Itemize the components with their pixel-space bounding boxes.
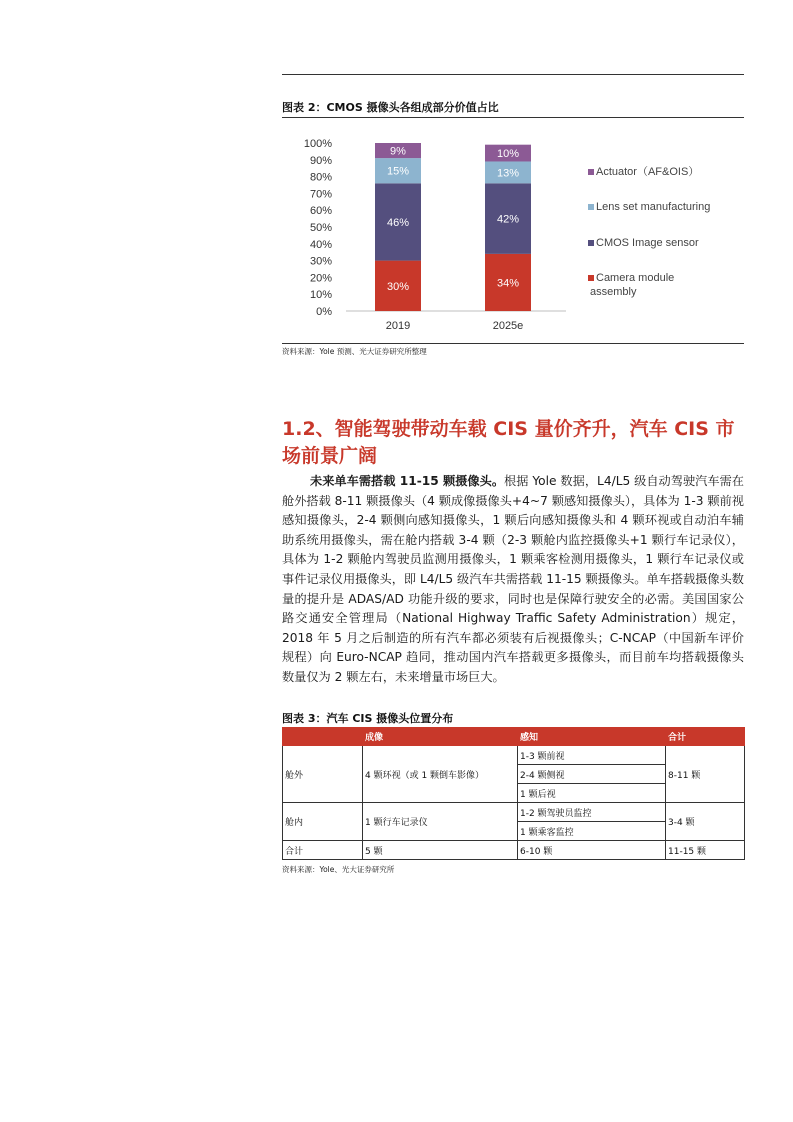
row-label-interior: 舱内 xyxy=(283,803,363,841)
legend-label: CMOS Image sensor xyxy=(596,237,699,249)
chart-svg xyxy=(282,122,744,340)
header-imaging: 成像 xyxy=(363,728,518,746)
legend-swatch xyxy=(588,275,594,281)
y-tick-label: 60% xyxy=(309,205,332,218)
paragraph-lead: 未来单车需搭载 11-15 颗摄像头。 xyxy=(310,474,505,488)
figure2-source: 资料来源：Yole 预测、光大证券研究所整理 xyxy=(282,347,427,356)
y-tick-label: 90% xyxy=(309,154,332,167)
sum-total: 11-15 颗 xyxy=(666,841,745,860)
data-label: 15% xyxy=(386,165,410,178)
legend-label: Lens set manufacturing xyxy=(596,201,711,213)
y-tick-label: 30% xyxy=(309,255,332,268)
legend-label: Camera module assembly xyxy=(590,272,675,298)
table-row xyxy=(283,746,745,765)
row-label-exterior: 舱外 xyxy=(283,746,363,803)
x-tick-label: 2019 xyxy=(385,320,411,332)
figure2-top-rule xyxy=(282,117,744,118)
figure3-title: 图表 3：汽车 CIS 摄像头位置分布 xyxy=(282,712,454,725)
legend-swatch xyxy=(588,240,594,246)
y-tick-label: 10% xyxy=(309,289,332,302)
x-axis xyxy=(386,320,524,332)
table-row xyxy=(283,803,745,822)
interior-imaging: 1 颗行车记录仪 xyxy=(363,803,518,841)
paragraph-body: 根据 Yole 数据，L4/L5 级自动驾驶汽车需在舱外搭载 8-11 颗摄像头（4 颗成像摄像头+4~7 颗感知摄像头），具体为 1-3 颗前视感知摄像头，2-4 颗侧向感知摄像头，1 颗后向感知摄像头和 4 颗环视或自动泊车辅助系统用摄像头，需在舱内搭载 3-4 颗（2-3 颗舱内监控摄像头+1 颗行车记录仪），具体为 1-2 颗舱内驾驶员监测用摄像头，1 颗乘客检测用摄像头，1 颗行车记录仪或事件记录仪用摄像头，即 L4/L5 级汽车共需搭载 11-15 颗摄像头。单车搭载摄像头数量的提升是 ADAS/AD 功能升级的要求，同时也是保障行驶安全的必需。美国国家公路交通安全管理局（National Highway Traffic Safety Administration）规定，2018 年 5 月之后制造的所有汽车都必须装有后视摄像头；C-NCAP（中国新车评价规程）向 Euro-NCAP 趋同，推动国内汽车搭载更多摄像头，而目前车均搭载摄像头数量仅为 2 颗左右，未来增量市场巨大。 xyxy=(282,474,744,684)
interior-sensing-passenger: 1 颗乘客监控 xyxy=(518,822,666,841)
legend-swatch xyxy=(588,204,594,210)
y-tick-label: 20% xyxy=(309,272,332,285)
body-paragraph xyxy=(282,472,744,688)
y-tick-label: 50% xyxy=(309,222,332,234)
section-heading: 1.2、智能驾驶带动车载 CIS 量价齐升，汽车 CIS 市场前景广阔 xyxy=(282,418,735,467)
data-label: 46% xyxy=(386,216,410,229)
data-label: 30% xyxy=(386,280,410,293)
sum-imaging: 5 颗 xyxy=(363,841,518,860)
y-tick-label: 80% xyxy=(309,171,332,184)
data-label: 10% xyxy=(496,148,520,161)
exterior-sensing-rear: 1 颗后视 xyxy=(518,784,666,803)
data-label: 42% xyxy=(496,213,520,226)
interior-sensing-driver: 1-2 颗驾驶员监控 xyxy=(518,803,666,822)
table-header-row xyxy=(283,728,745,746)
bar-group xyxy=(375,143,531,311)
y-tick-label: 100% xyxy=(303,138,332,150)
table-row xyxy=(283,841,745,860)
y-axis xyxy=(304,138,332,318)
exterior-sensing-front: 1-3 颗前视 xyxy=(518,746,666,765)
y-tick-label: 70% xyxy=(309,188,332,201)
exterior-imaging: 4 颗环视（或 1 颗倒车影像） xyxy=(363,746,518,803)
y-tick-label: 40% xyxy=(309,238,332,251)
legend-swatch xyxy=(588,169,594,175)
legend xyxy=(588,165,710,298)
header-total: 合计 xyxy=(666,728,745,746)
header-rule xyxy=(282,74,744,75)
figure2-bottom-rule xyxy=(282,343,744,344)
y-tick-label: 0% xyxy=(316,306,332,318)
row-label-sum: 合计 xyxy=(283,841,363,860)
legend-label: Actuator（AF&OIS） xyxy=(596,166,700,178)
header-empty xyxy=(283,728,363,746)
interior-total: 3-4 颗 xyxy=(666,803,745,841)
exterior-total: 8-11 颗 xyxy=(666,746,745,803)
data-label: 9% xyxy=(390,145,406,158)
figure2-title: 图表 2：CMOS 摄像头各组成部分价值占比 xyxy=(282,101,499,114)
exterior-sensing-side: 2-4 颗侧视 xyxy=(518,765,666,784)
data-label: 34% xyxy=(496,277,520,290)
sum-sensing: 6-10 颗 xyxy=(518,841,666,860)
stacked-bar-chart xyxy=(282,122,744,340)
figure3-source: 资料来源：Yole、光大证券研究所 xyxy=(282,865,395,874)
header-sensing: 感知 xyxy=(518,728,666,746)
camera-distribution-table xyxy=(282,727,745,860)
x-tick-label: 2025e xyxy=(492,320,524,332)
data-label: 13% xyxy=(496,167,520,180)
